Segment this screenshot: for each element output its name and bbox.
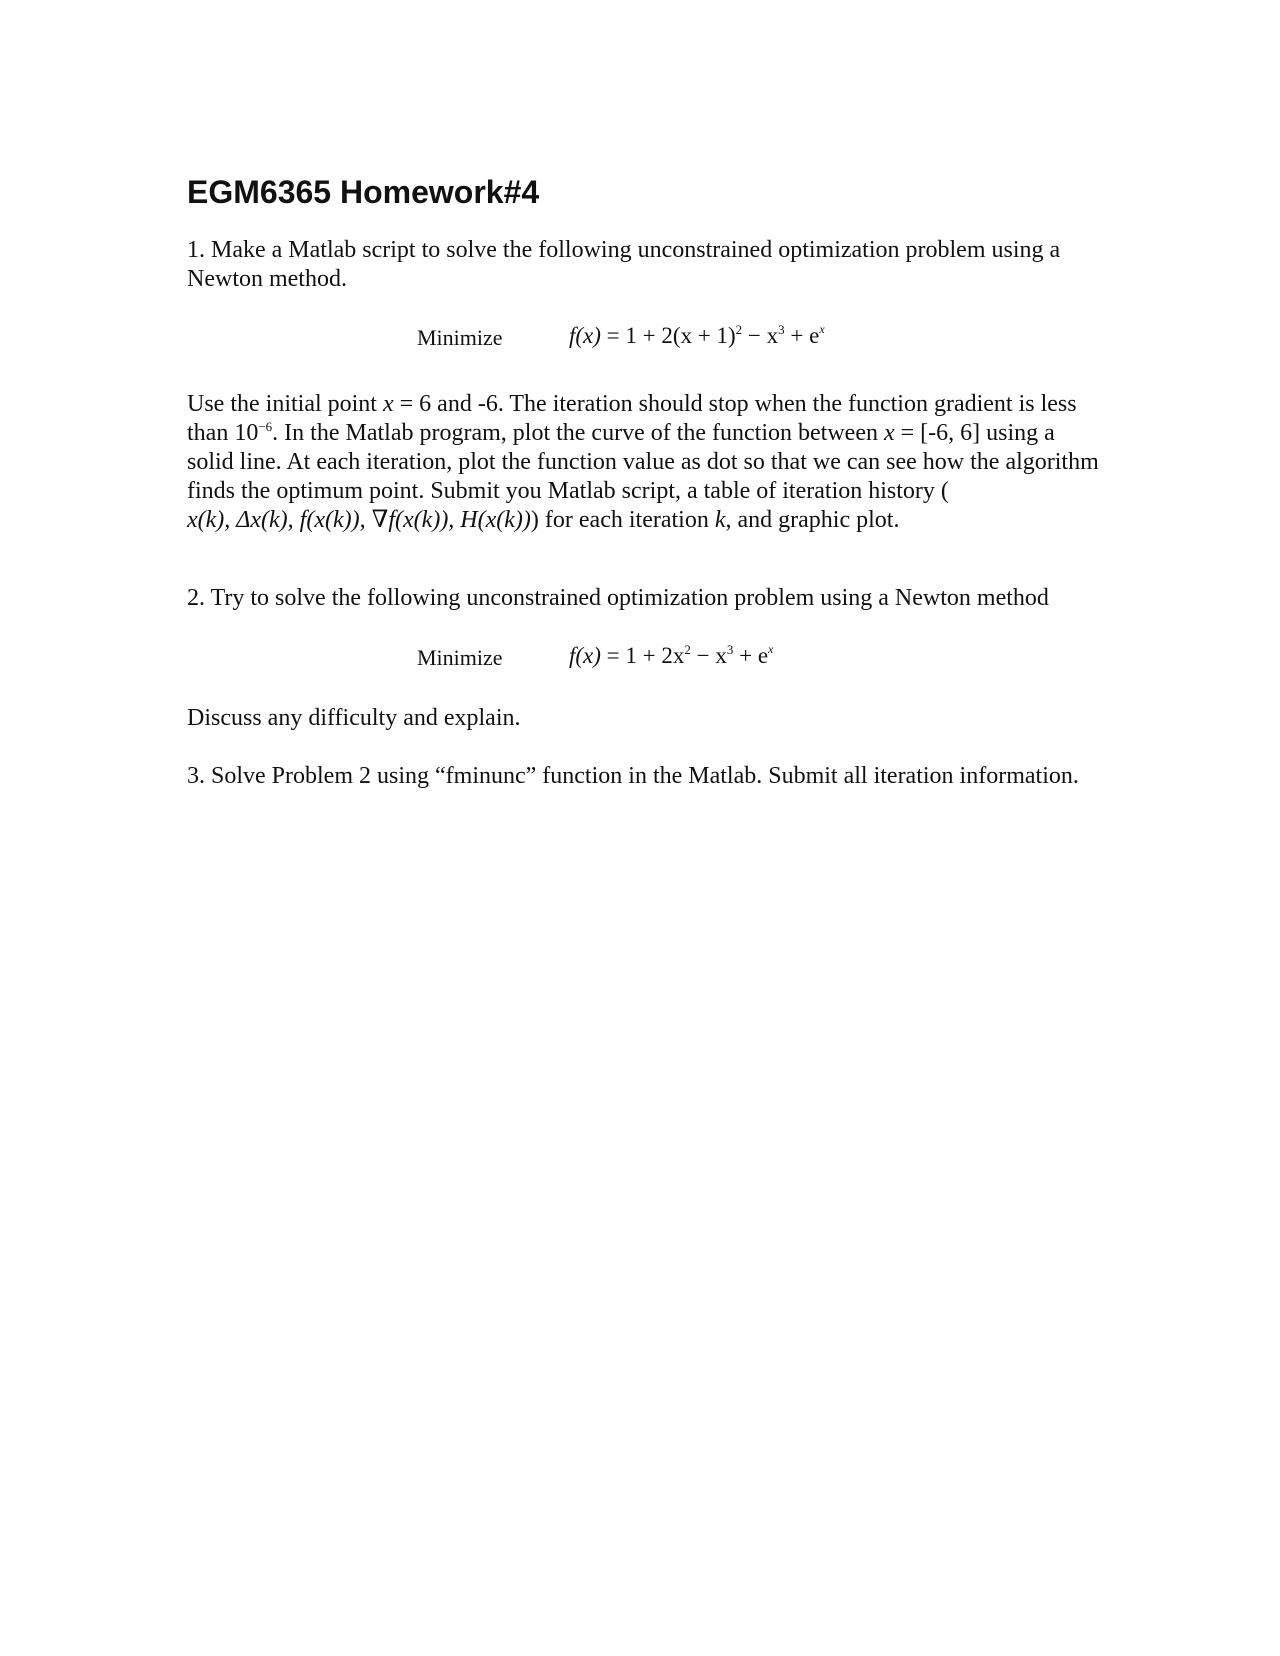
minimize-label: Minimize [417, 645, 503, 670]
problem-1-equation-row [0, 321, 1280, 355]
math-var: x [382, 391, 394, 417]
minimize-label: Minimize [417, 325, 503, 350]
equation-exponent: 3 [726, 642, 734, 657]
problem-1-statement: 1. Make a Matlab script to solve the following unconstrained optimization problem using a Newton method. [187, 237, 1061, 292]
tolerance-exponent: −6 [258, 419, 273, 434]
equation-exponent: x [768, 642, 774, 656]
problem-3-statement: 3. Solve Problem 2 using “fminunc” function in the Matlab. Submit all iteration information. [187, 763, 1079, 789]
details-text: = [-6, 6] using a solid line. At each iteration, plot the function value as dot so that we can see how the algorithm finds the optimum point. Submit you Matlab script, a table of iteration history ( [187, 420, 1099, 504]
details-text: = 6 and -6. The iteration should stop when the function gradient is less than 10 [187, 391, 1077, 446]
equation-exponent: 2 [735, 322, 743, 337]
problem-2-equation [569, 643, 773, 669]
problem-1-equation [569, 323, 825, 349]
problem-2-statement: 2. Try to solve the following unconstrained optimization problem using a Newton method [187, 585, 1049, 611]
details-text: , and graphic plot. [725, 507, 900, 533]
equation-term: + e [733, 643, 769, 668]
problem-2-equation-row [0, 641, 1280, 675]
details-text: Use the initial point [187, 391, 383, 417]
equation-exponent: 2 [684, 642, 691, 657]
details-text: . In the Matlab program, plot the curve of the function between [272, 420, 884, 446]
math-var: k [714, 507, 726, 533]
equation-term: − x [742, 323, 779, 348]
page-title: EGM6365 Homework#4 [187, 174, 540, 210]
equation-term: − x [690, 643, 727, 668]
math-var: x [883, 420, 895, 446]
problem-1-details [187, 390, 1107, 535]
equation-term: = 1 + 2x [600, 643, 685, 668]
equation-exponent: x [819, 322, 825, 336]
problem-2-discussion: Discuss any difficulty and explain. [187, 705, 521, 731]
equation-exponent: 3 [778, 322, 785, 337]
iteration-history-items: x(k), Δx(k), f(x(k)), ∇f(x(k)), H(x(k)) [187, 507, 531, 533]
equation-term: + e [784, 323, 820, 348]
equation-lhs: f(x) [569, 323, 601, 348]
equation-term: = 1 + 2(x + 1) [600, 323, 736, 348]
equation-lhs: f(x) [569, 643, 601, 668]
details-text: ) for each iteration [530, 507, 715, 533]
